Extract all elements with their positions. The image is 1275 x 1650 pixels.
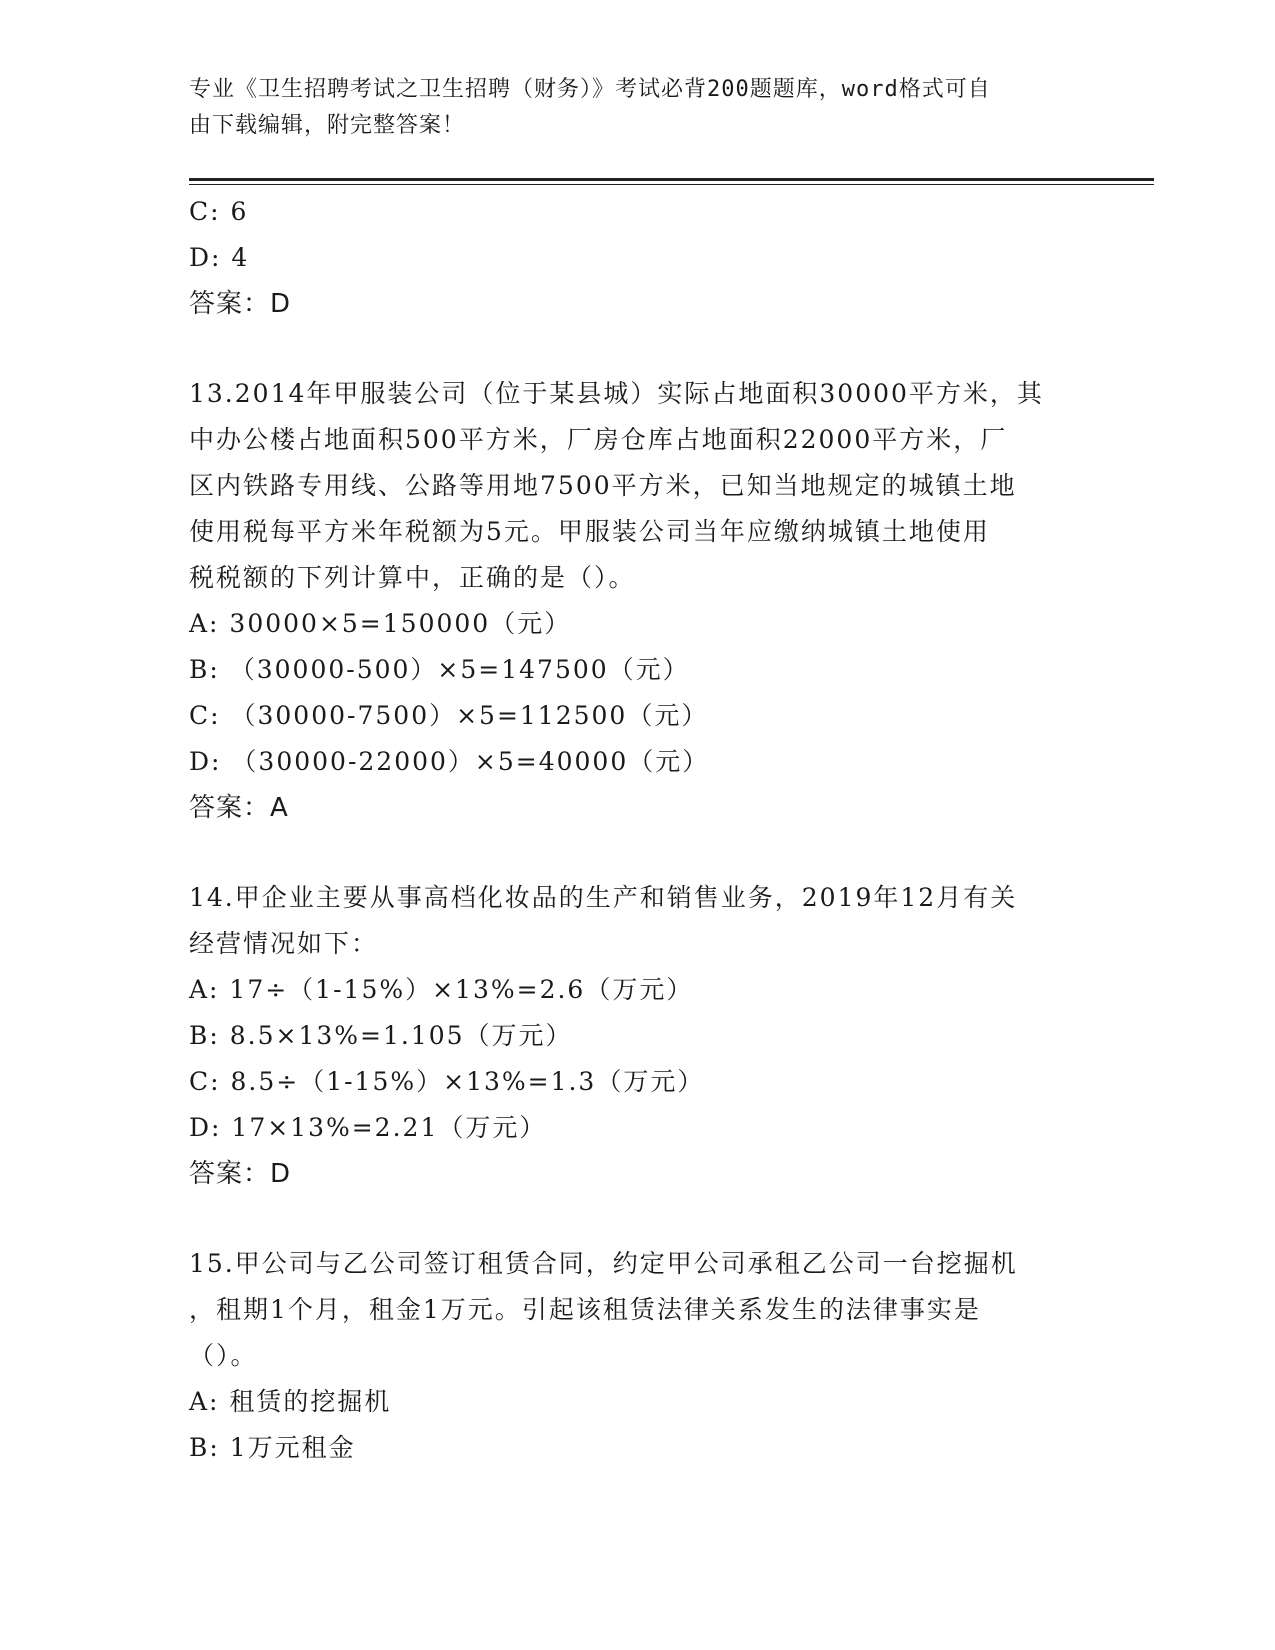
answer-line: 答案：D — [189, 289, 292, 319]
spacer — [189, 327, 1089, 371]
option-d: D: 17×13%=2.21（万元） — [189, 1113, 547, 1142]
question-text-line: 经营情况如下： — [189, 929, 379, 958]
header-line-2: 由下载编辑，附完整答案！ — [189, 113, 466, 138]
option-a: A: 17÷（1-15%）×13%=2.6（万元） — [189, 975, 694, 1004]
question-text-line: 15.甲公司与乙公司签订租赁合同，约定甲公司承租乙公司一台挖掘机 — [189, 1249, 1018, 1278]
spacer — [189, 831, 1089, 875]
option-b: B: （30000-500）×5=147500（元） — [189, 655, 690, 684]
question-text-line: （）。 — [189, 1341, 258, 1370]
question-text-line: 14.甲企业主要从事高档化妆品的生产和销售业务，2019年12月有关 — [189, 883, 1018, 912]
option-d: D: 4 — [189, 243, 250, 272]
option-a: A: 30000×5=150000（元） — [189, 609, 572, 638]
answer-line: 答案：D — [189, 1159, 292, 1189]
header-line-1: 专业《卫生招聘考试之卫生招聘（财务）》考试必背200题题库，word格式可自 — [189, 77, 991, 102]
option-c: C: 6 — [189, 197, 249, 226]
question-text-line: 税税额的下列计算中，正确的是（）。 — [189, 563, 636, 592]
option-a: A: 租赁的挖掘机 — [189, 1387, 392, 1416]
question-14 — [189, 875, 1089, 1197]
question-text-line: 区内铁路专用线、公路等用地7500平方米，已知当地规定的城镇土地 — [189, 471, 1017, 500]
page-header — [189, 72, 1089, 144]
document-body — [189, 189, 1089, 1471]
question-text-line: 使用税每平方米年税额为5元。甲服装公司当年应缴纳城镇土地使用 — [189, 517, 990, 546]
question-12-tail — [189, 189, 1089, 327]
option-b: B: 8.5×13%=1.105（万元） — [189, 1021, 573, 1050]
question-text-line: 中办公楼占地面积500平方米，厂房仓库占地面积22000平方米，厂 — [189, 425, 1008, 454]
option-c: C: 8.5÷（1-15%）×13%=1.3（万元） — [189, 1067, 705, 1096]
header-rule-thin — [189, 184, 1154, 185]
spacer — [189, 1197, 1089, 1241]
question-13 — [189, 371, 1089, 831]
answer-line: 答案：A — [189, 793, 289, 823]
question-text-line: 13.2014年甲服装公司（位于某县城）实际占地面积30000平方米，其 — [189, 379, 1044, 408]
option-c: C: （30000-7500）×5=112500（元） — [189, 701, 709, 730]
question-15 — [189, 1241, 1089, 1471]
option-d: D: （30000-22000）×5=40000（元） — [189, 747, 710, 776]
header-rule-thick — [189, 178, 1154, 181]
option-b: B: 1万元租金 — [189, 1433, 356, 1462]
question-text-line: ，租期1个月，租金1万元。引起该租赁法律关系发生的法律事实是 — [189, 1295, 981, 1324]
